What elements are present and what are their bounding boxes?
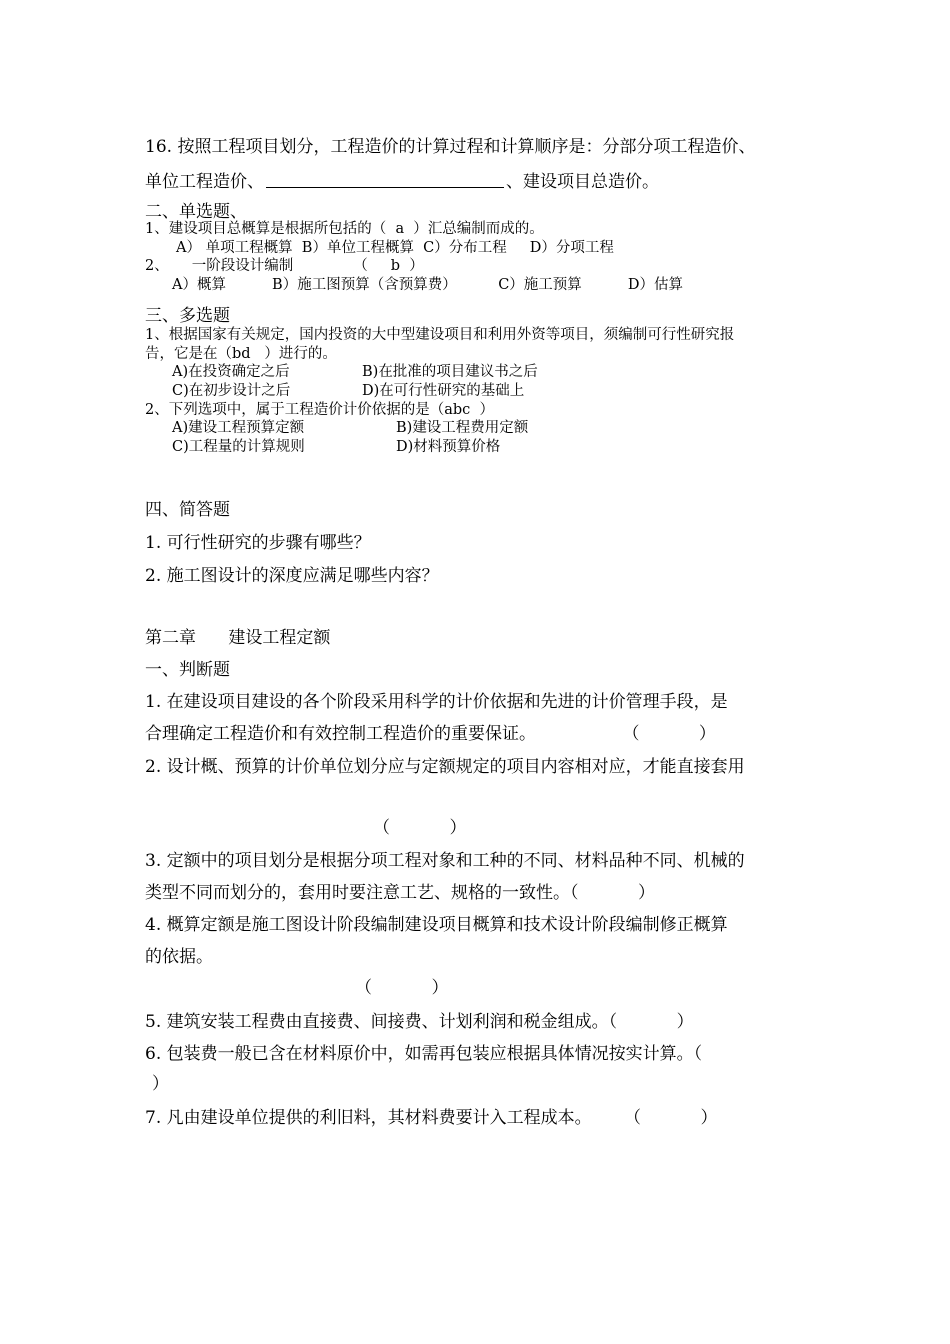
multi-choice-heading: 三、多选题 (145, 306, 230, 326)
judge-q6-line1: 6. 包装费一般已含在材料原价中，如需再包装应根据具体情况按实计算。（ (145, 1044, 703, 1064)
judge-q1-line2: 合理确定工程造价和有效控制工程造价的重要保证。 （ ） (145, 724, 716, 744)
single-q1-options: A） 单项工程概算 B）单位工程概算 C）分布工程 D）分项工程 (176, 240, 614, 256)
q16-line2 (145, 171, 659, 192)
short-q2: 2. 施工图设计的深度应满足哪些内容？ (145, 566, 439, 586)
judge-q1-line1: 1. 在建设项目建设的各个阶段采用科学的计价依据和先进的计价管理手段，是 (145, 692, 728, 712)
judge-q4-answer-paren: （ ） (355, 978, 449, 998)
judge-q2-line1: 2. 设计概、预算的计价单位划分应与定额规定的项目内容相对应，才能直接套用 (145, 757, 745, 777)
judge-q4-line2: 的依据。 (145, 947, 213, 967)
single-q1: 1、建设项目总概算是根据所包括的（ a ）汇总编制而成的。 (145, 221, 544, 237)
fill-in-blank (266, 171, 504, 188)
multi-q1-option-a: A)在投资确定之后 (172, 364, 290, 380)
single-q2-options: A）概算 B）施工图预算（含预算费） C）施工预算 D）估算 (172, 277, 684, 293)
chapter-title: 第二章 建设工程定额 (145, 628, 331, 648)
judge-q6-line2: ） (152, 1074, 169, 1094)
judge-q4-line1: 4. 概算定额是施工图设计阶段编制建设项目概算和技术设计阶段编制修正概算 (145, 915, 728, 935)
short-answer-heading: 四、简答题 (145, 500, 230, 520)
judge-heading: 一、判断题 (145, 660, 230, 680)
single-choice-heading: 二、单选题、 (145, 202, 247, 222)
judge-q3-line1: 3. 定额中的项目划分是根据分项工程对象和工种的不同、材料品种不同、机械的 (145, 851, 745, 871)
multi-q2-option-d: D)材料预算价格 (396, 439, 501, 455)
multi-q2-option-a: A)建设工程预算定额 (172, 420, 305, 436)
multi-q2: 2、下列选项中，属于工程造价计价依据的是（abc ） (145, 402, 494, 418)
multi-q1-line2: 告，它是在（bd ）进行的。 (145, 346, 337, 362)
judge-q5: 5. 建筑安装工程费由直接费、间接费、计划利润和税金组成。（ ） (145, 1012, 694, 1032)
multi-q1-line1: 1、根据国家有关规定，国内投资的大中型建设项目和利用外资等项目，须编制可行性研究报 (145, 327, 735, 343)
multi-q2-option-c: C)工程量的计算规则 (172, 439, 305, 455)
q16-line1: 16. 按照工程项目划分，工程造价的计算过程和计算顺序是：分部分项工程造价、 (145, 137, 756, 157)
multi-q2-option-b: B)建设工程费用定额 (396, 420, 529, 436)
q16-line2-after: 、建设项目总造价。 (506, 172, 659, 192)
q16-line2-before: 单位工程造价、 (145, 172, 264, 192)
single-q2: 2、 一阶段设计编制 （ b ） (145, 258, 424, 274)
judge-q7: 7. 凡由建设单位提供的利旧料，其材料费要计入工程成本。 （ ） (145, 1108, 718, 1128)
judge-q3-line2: 类型不同而划分的，套用时要注意工艺、规格的一致性。（ ） (145, 883, 655, 903)
judge-q2-answer-paren: （ ） (373, 818, 467, 838)
multi-q1-option-b: B)在批准的项目建议书之后 (362, 364, 538, 380)
multi-q1-option-d: D)在可行性研究的基础上 (362, 383, 525, 399)
multi-q1-option-c: C)在初步设计之后 (172, 383, 291, 399)
short-q1: 1. 可行性研究的步骤有哪些？ (145, 533, 371, 553)
